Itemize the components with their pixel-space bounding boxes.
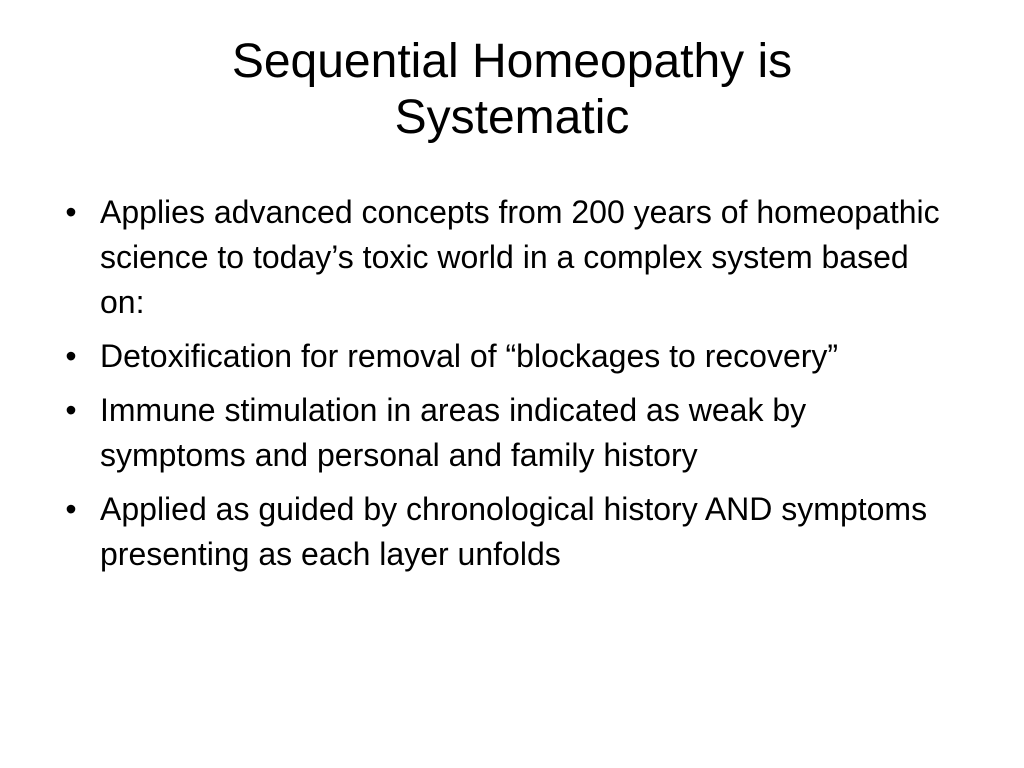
slide-title: [60, 34, 964, 146]
bullet-list: [56, 190, 956, 586]
bullet-item: [56, 190, 956, 325]
bullet-text: Applied as guided by chronological history AND symptoms presenting as each layer unfolds: [100, 491, 928, 572]
slide-title-line-2: Systematic: [394, 91, 630, 144]
bullet-icon: •: [65, 338, 77, 374]
bullet-item: [56, 487, 956, 577]
bullet-icon: •: [65, 392, 77, 428]
bullet-icon: •: [65, 194, 77, 230]
slide-title-line-1: Sequential Homeopathy is: [231, 35, 793, 88]
bullet-text: Applies advanced concepts from 200 years of homeopathic science to today’s toxic world in a complex system based on:: [100, 194, 940, 320]
bullet-item: [56, 388, 956, 478]
bullet-text: Detoxification for removal of “blockages to recovery”: [100, 338, 839, 374]
bullet-text: Immune stimulation in areas indicated as weak by symptoms and personal and family history: [100, 392, 807, 473]
bullet-item: [56, 334, 956, 379]
bullet-icon: •: [65, 491, 77, 527]
